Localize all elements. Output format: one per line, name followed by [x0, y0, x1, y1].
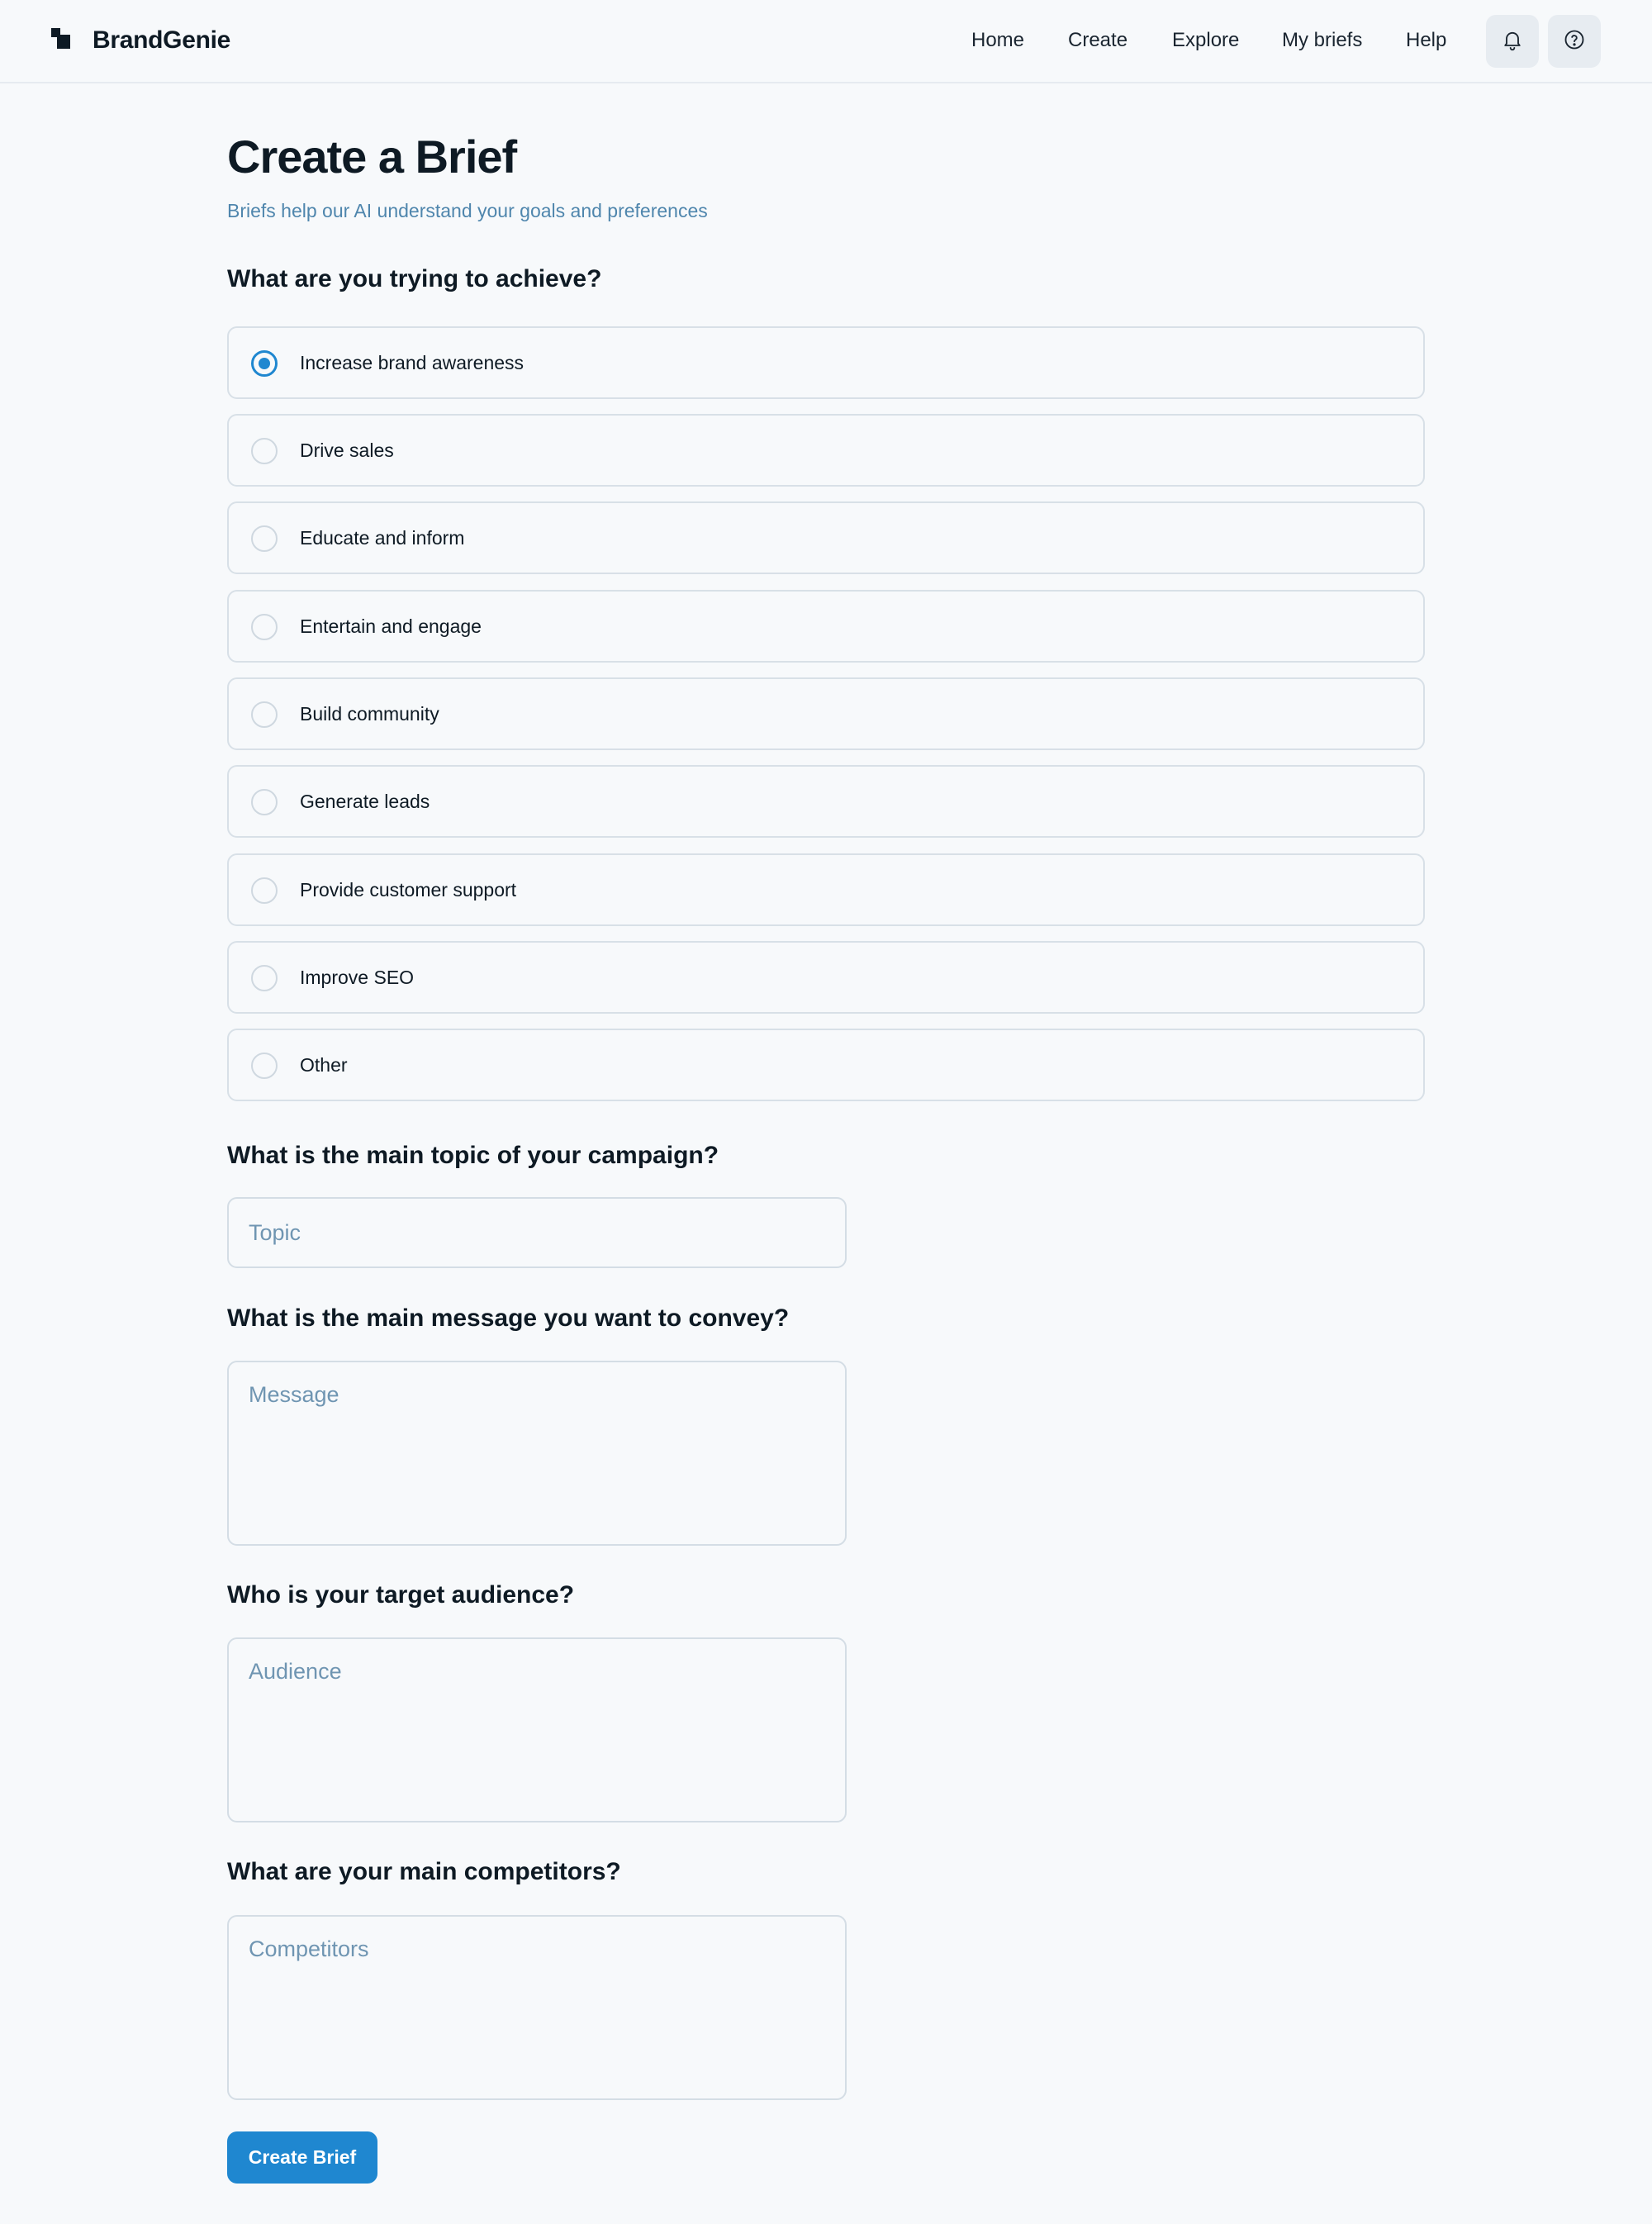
option-label: Build community [300, 703, 439, 725]
goal-option-provide-customer-support[interactable] [227, 853, 1425, 926]
radio-unselected[interactable] [251, 877, 278, 904]
top-navigation-bar [0, 0, 1652, 83]
message-textarea[interactable] [227, 1361, 847, 1546]
option-label: Educate and inform [300, 527, 465, 549]
goal-option-entertain-and-engage[interactable] [227, 590, 1425, 663]
option-label: Other [300, 1054, 348, 1076]
topic-input[interactable] [227, 1197, 847, 1268]
create-brief-button[interactable]: Create Brief [227, 2131, 377, 2184]
competitors-textarea[interactable] [227, 1915, 847, 2100]
option-label: Generate leads [300, 791, 430, 812]
nav-explore-link[interactable]: Explore [1172, 29, 1240, 51]
help-circle-icon [1563, 28, 1586, 55]
radio-unselected[interactable] [251, 701, 278, 728]
goal-option-build-community[interactable] [227, 677, 1425, 750]
page-subtitle: Briefs help our AI understand your goals and preferences [227, 200, 708, 221]
radio-unselected[interactable] [251, 789, 278, 815]
option-label: Improve SEO [300, 967, 415, 988]
radio-unselected[interactable] [251, 614, 278, 640]
notifications-button[interactable] [1486, 15, 1539, 68]
nav-help-link[interactable]: Help [1406, 29, 1447, 51]
option-label: Provide customer support [300, 879, 517, 901]
audience-question: Who is your target audience? [227, 1581, 575, 1609]
nav-home-link[interactable]: Home [971, 29, 1025, 51]
option-label: Increase brand awareness [300, 352, 525, 373]
competitors-question: What are your main competitors? [227, 1858, 621, 1885]
brandgenie-logo-icon[interactable] [51, 28, 71, 50]
page-title: Create a Brief [227, 131, 517, 183]
radio-unselected[interactable] [251, 525, 278, 552]
option-label: Drive sales [300, 440, 394, 461]
topic-question: What is the main topic of your campaign? [227, 1142, 719, 1169]
goal-option-educate-and-inform[interactable] [227, 501, 1425, 574]
audience-textarea[interactable] [227, 1637, 847, 1822]
brand-name[interactable]: BrandGenie [93, 26, 231, 54]
nav-create-link[interactable]: Create [1068, 29, 1128, 51]
nav-my-briefs-link[interactable]: My briefs [1282, 29, 1363, 51]
radio-unselected[interactable] [251, 965, 278, 991]
radio-unselected[interactable] [251, 1053, 278, 1079]
radio-unselected[interactable] [251, 438, 278, 464]
goal-option-drive-sales[interactable] [227, 414, 1425, 487]
message-question: What is the main message you want to convey? [227, 1304, 790, 1332]
goal-option-generate-leads[interactable] [227, 765, 1425, 838]
bell-icon [1501, 28, 1524, 55]
goal-option-other[interactable] [227, 1029, 1425, 1101]
goal-question: What are you trying to achieve? [227, 265, 602, 292]
goal-option-improve-seo[interactable] [227, 941, 1425, 1014]
help-button[interactable] [1548, 15, 1601, 68]
option-label: Entertain and engage [300, 615, 482, 637]
goal-option-increase-brand-awareness[interactable] [227, 326, 1425, 399]
radio-selected[interactable] [251, 350, 278, 377]
